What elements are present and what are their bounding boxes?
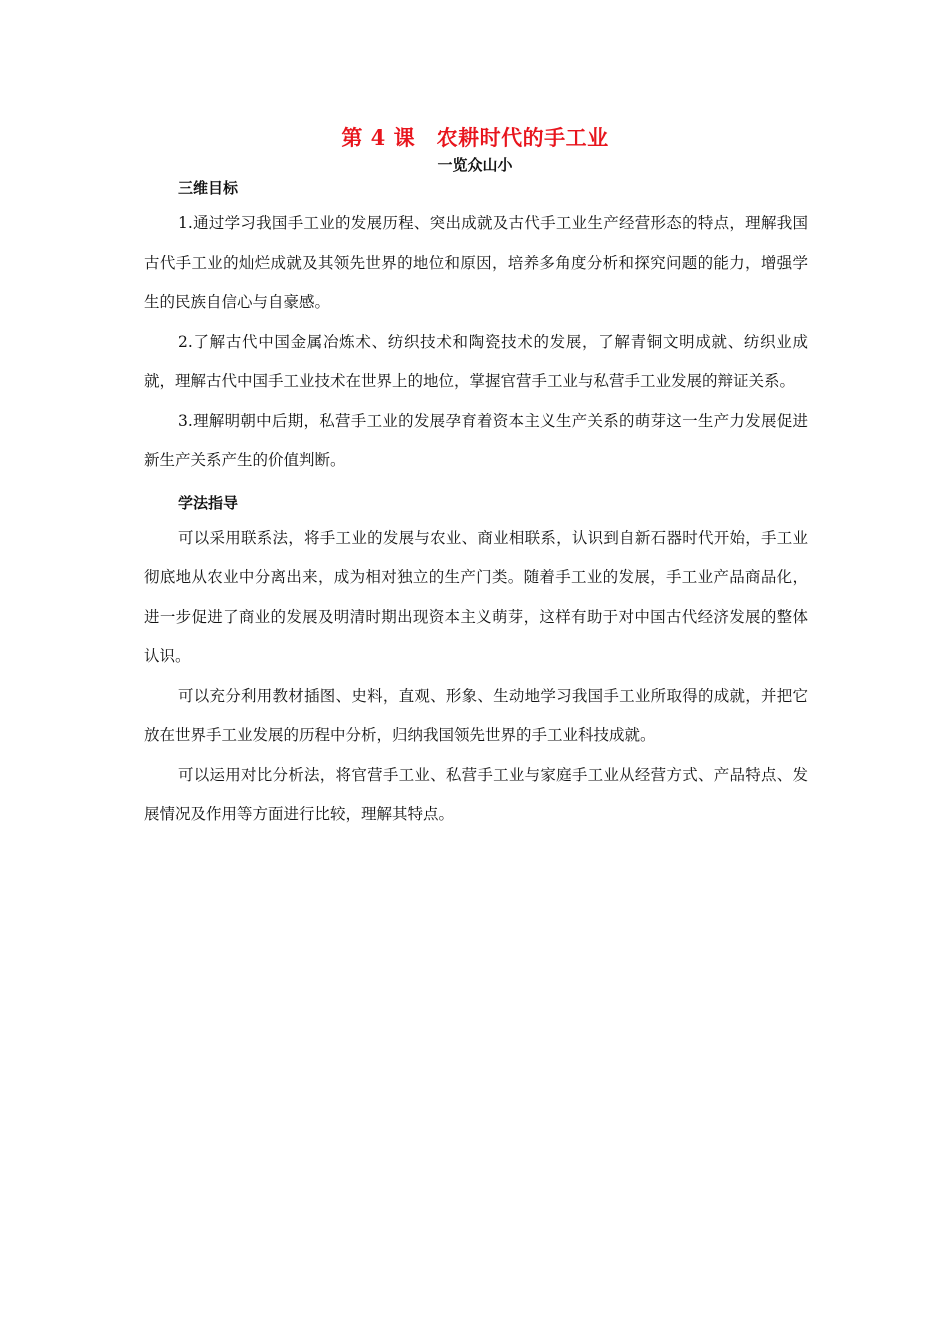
section-heading: 三维目标 bbox=[178, 179, 239, 197]
lesson-subtitle: 一览众山小 bbox=[437, 156, 513, 174]
document-body bbox=[144, 176, 808, 835]
paragraph: 可以采用联系法，将手工业的发展与农业、商业相联系，认识到自新石器时代开始，手工业彻底地从农业中分离出来，成为相对独立的生产门类。随着手工业的发展，手工业产品商品化，进一步促进了商业的发展及明清时期出现资本主义萌芽，这样有助于对中国古代经济发展的整体认识。 bbox=[144, 528, 808, 665]
paragraph: 1.通过学习我国手工业的发展历程、突出成就及古代手工业生产经营形态的特点，理解我国古代手工业的灿烂成就及其领先世界的地位和原因，培养多角度分析和探究问题的能力，增强学生的民族自信心与自豪感。 bbox=[144, 214, 808, 311]
paragraph: 3.理解明朝中后期，私营手工业的发展孕育着资本主义生产关系的萌芽这一生产力发展促进新生产关系产生的价值判断。 bbox=[144, 411, 808, 469]
lesson-title: 第 4 课 农耕时代的手工业 bbox=[341, 125, 609, 150]
section-heading: 学法指导 bbox=[178, 493, 239, 512]
section-study-method bbox=[144, 491, 808, 835]
paragraph: 2.了解古代中国金属冶炼术、纺织技术和陶瓷技术的发展，了解青铜文明成就、纺织业成就，理解古代中国手工业技术在世界上的地位，掌握官营手工业与私营手工业发展的辩证关系。 bbox=[144, 332, 808, 390]
paragraph: 可以运用对比分析法，将官营手工业、私营手工业与家庭手工业从经营方式、产品特点、发展情况及作用等方面进行比较，理解其特点。 bbox=[144, 765, 808, 823]
paragraph: 可以充分利用教材插图、史料，直观、形象、生动地学习我国手工业所取得的成就，并把它放在世界手工业发展的历程中分析，归纳我国领先世界的手工业科技成就。 bbox=[144, 686, 808, 744]
section-objectives bbox=[144, 176, 808, 481]
